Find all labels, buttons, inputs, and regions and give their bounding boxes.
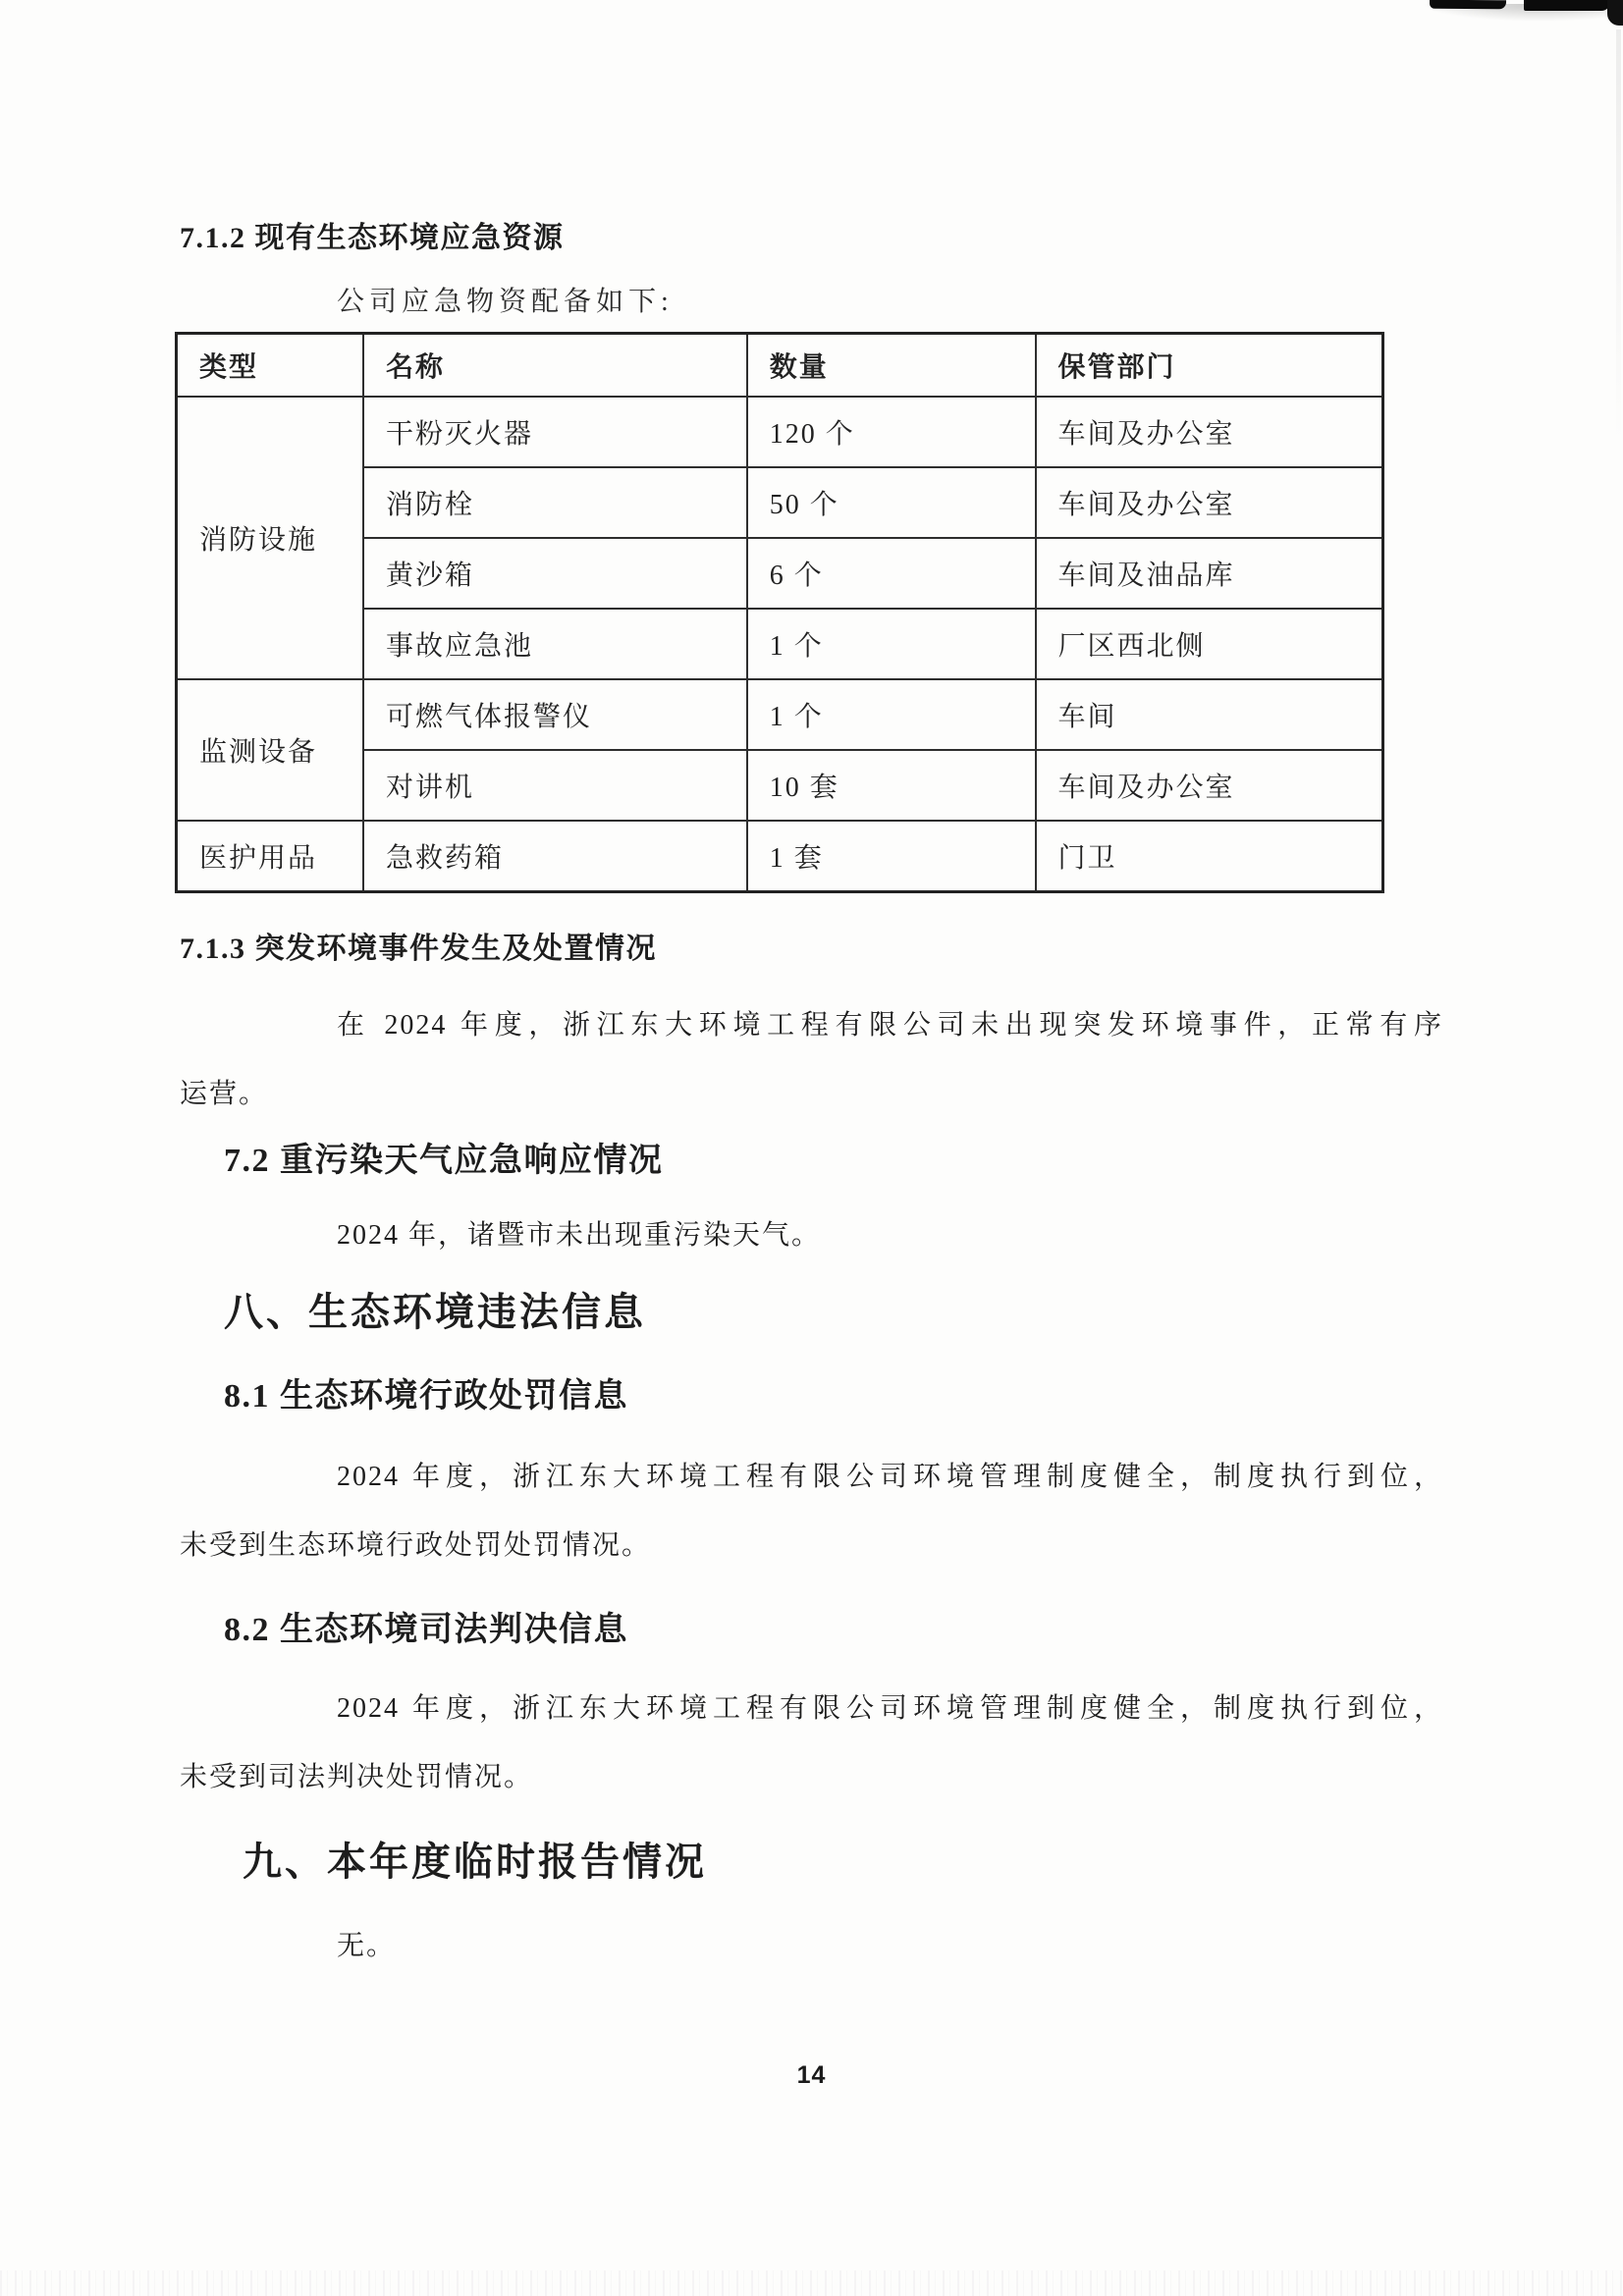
table-cell: 50 个 (747, 467, 1036, 538)
heading-7-1-3: 7.1.3 突发环境事件发生及处置情况 (180, 933, 657, 965)
scan-edge-streak (1616, 29, 1621, 442)
table-row (177, 397, 1383, 467)
paragraph-line: 2024 年度，浙江东大环境工程有限公司环境管理制度健全，制度执行到位， (337, 1693, 1443, 1724)
scan-artifact-top-right (1402, 0, 1623, 39)
table-cell: 车间及办公室 (1036, 467, 1383, 538)
table-row (177, 679, 1383, 750)
scan-ink-strip (1430, 0, 1506, 9)
scan-bottom-noise (0, 2270, 1623, 2296)
heading-8-1: 8.1 生态环境行政处罚信息 (224, 1378, 628, 1415)
scan-ink-strip (1524, 0, 1610, 11)
cell-type-fire-facilities: 消防设施 (177, 397, 363, 679)
col-header-custodian: 保管部门 (1036, 334, 1383, 398)
table-cell: 120 个 (747, 397, 1036, 467)
emergency-supplies-table (175, 332, 1384, 893)
table-cell: 可燃气体报警仪 (363, 679, 747, 750)
table-cell: 车间及油品库 (1036, 538, 1383, 609)
table-cell: 黄沙箱 (363, 538, 747, 609)
paragraph-line: 2024 年度，浙江东大环境工程有限公司环境管理制度健全，制度执行到位， (337, 1462, 1443, 1492)
heading-8: 八、生态环境违法信息 (224, 1290, 646, 1334)
table-cell: 1 套 (747, 821, 1036, 892)
table-cell: 对讲机 (363, 750, 747, 821)
table-cell: 6 个 (747, 538, 1036, 609)
table-cell: 门卫 (1036, 821, 1383, 892)
heading-7-1-2: 7.1.2 现有生态环境应急资源 (180, 222, 565, 254)
cell-type-medical-supplies: 医护用品 (177, 821, 363, 892)
paragraph-line: 运营。 (180, 1079, 269, 1109)
table-cell: 事故应急池 (363, 609, 747, 679)
table-cell: 消防栓 (363, 467, 747, 538)
paragraph-line: 2024 年，诸暨市未出现重污染天气。 (337, 1220, 822, 1251)
table-cell: 厂区西北侧 (1036, 609, 1383, 679)
table-cell: 10 套 (747, 750, 1036, 821)
paragraph-line: 未受到司法判决处罚情况。 (180, 1762, 534, 1792)
heading-8-2: 8.2 生态环境司法判决信息 (224, 1612, 628, 1648)
scan-ink-corner (1607, 0, 1623, 26)
col-header-type: 类型 (177, 334, 363, 398)
paragraph-line: 在 2024 年度，浙江东大环境工程有限公司未出现突发环境事件，正常有序 (337, 1010, 1443, 1041)
paragraph-line: 未受到生态环境行政处罚处罚情况。 (180, 1530, 652, 1561)
table-row (177, 821, 1383, 892)
intro-line: 公司应急物资配备如下: (337, 287, 674, 317)
col-header-name: 名称 (363, 334, 747, 398)
col-header-quantity: 数量 (747, 334, 1036, 398)
table-cell: 车间及办公室 (1036, 397, 1383, 467)
heading-9: 九、本年度临时报告情况 (243, 1840, 707, 1884)
table-cell: 1 个 (747, 609, 1036, 679)
table-cell: 车间及办公室 (1036, 750, 1383, 821)
table-cell: 车间 (1036, 679, 1383, 750)
table-cell: 干粉灭火器 (363, 397, 747, 467)
scan-smudge (1422, 4, 1618, 22)
paragraph-line: 无。 (337, 1931, 397, 1961)
table-cell: 急救药箱 (363, 821, 747, 892)
cell-type-monitoring-equipment: 监测设备 (177, 679, 363, 821)
page-number: 14 (796, 2061, 827, 2089)
table-cell: 1 个 (747, 679, 1036, 750)
table-header-row (177, 334, 1383, 398)
heading-7-2: 7.2 重污染天气应急响应情况 (224, 1143, 664, 1179)
